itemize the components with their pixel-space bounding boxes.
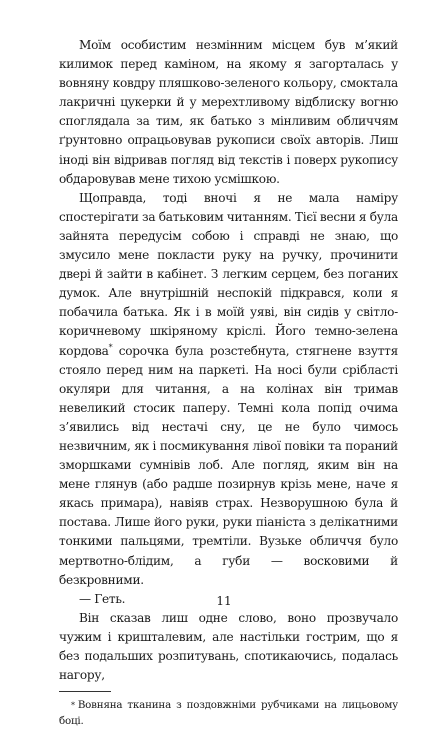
footnote-marker: * [71, 701, 75, 711]
footnote [59, 698, 398, 729]
paragraph-3: Він сказав лиш одне слово, воно прозвучало чужим і кришталевим, але настільки гострим, що я без подальших розпитувань, спотикаючись, подалась нагору, [59, 610, 398, 683]
footnote-text: Вовняна тканина з поздовжніми рубчиками на лицьовому боці. [59, 699, 398, 727]
paragraph-2-text: Щоправда, тоді вночі я не мала наміру спостерігати за батьковим читанням. Тієї весни я була зайнята передусім собою і справді не знаю, що змусило мене покласти руку на ручку, прочинити двері й зайти в кабінет. З легким серцем, без поганих думок. Але внутрішній неспокій підкрався, коли я побачила батька. Як і в моїй уяві, він сидів у світло-коричневому шкіряному кріслі. Його темно-зелена кордова [59, 190, 398, 358]
page-number: 11 [216, 594, 232, 608]
page-content [59, 36, 398, 729]
paragraph-1: Моїм особистим незмінним місцем був м’який килимок перед каміном, на якому я загорталась у вовняну ковдру пляшково-зеленого кольору, смоктала лакричні цукерки й у мерехтливому відблиску вогню споглядала за тим, як батько з мінливим обличчям ґрунтовно опрацьовував рукописи своїх авторів. Лиш іноді він відривав погляд від текстів і поверх рукопису обдаровував мене тихою усмішкою. [59, 38, 398, 186]
dialogue-line: — Геть. [79, 591, 126, 606]
paragraph-2-continuation: сорочка була розстебнута, стягнене взуття стояло перед ним на паркеті. На носі були срібласті окуляри для читання, а на колінах він тримав невеликий стосик паперу. Темні кола попід очима з’явились від нестачі сну, це не було чимось незвичним, як і посмикування лівої повіки та пораний зморшками сумнівів лоб. Але погляд, яким він на мене глянув (або радше позирнув крізь мене, наче я якась примара), навіяв страх. Незворушною була й постава. Лише його руки, руки піаніста з делікатними тонкими пальцями, тремтіли. Вузьке обличчя було мертвотно-блідим, а губи — восковими й безкровними. [59, 343, 398, 587]
paragraph-2 [59, 189, 398, 590]
footnote-divider [59, 691, 111, 692]
footnote-reference: * [108, 342, 113, 352]
